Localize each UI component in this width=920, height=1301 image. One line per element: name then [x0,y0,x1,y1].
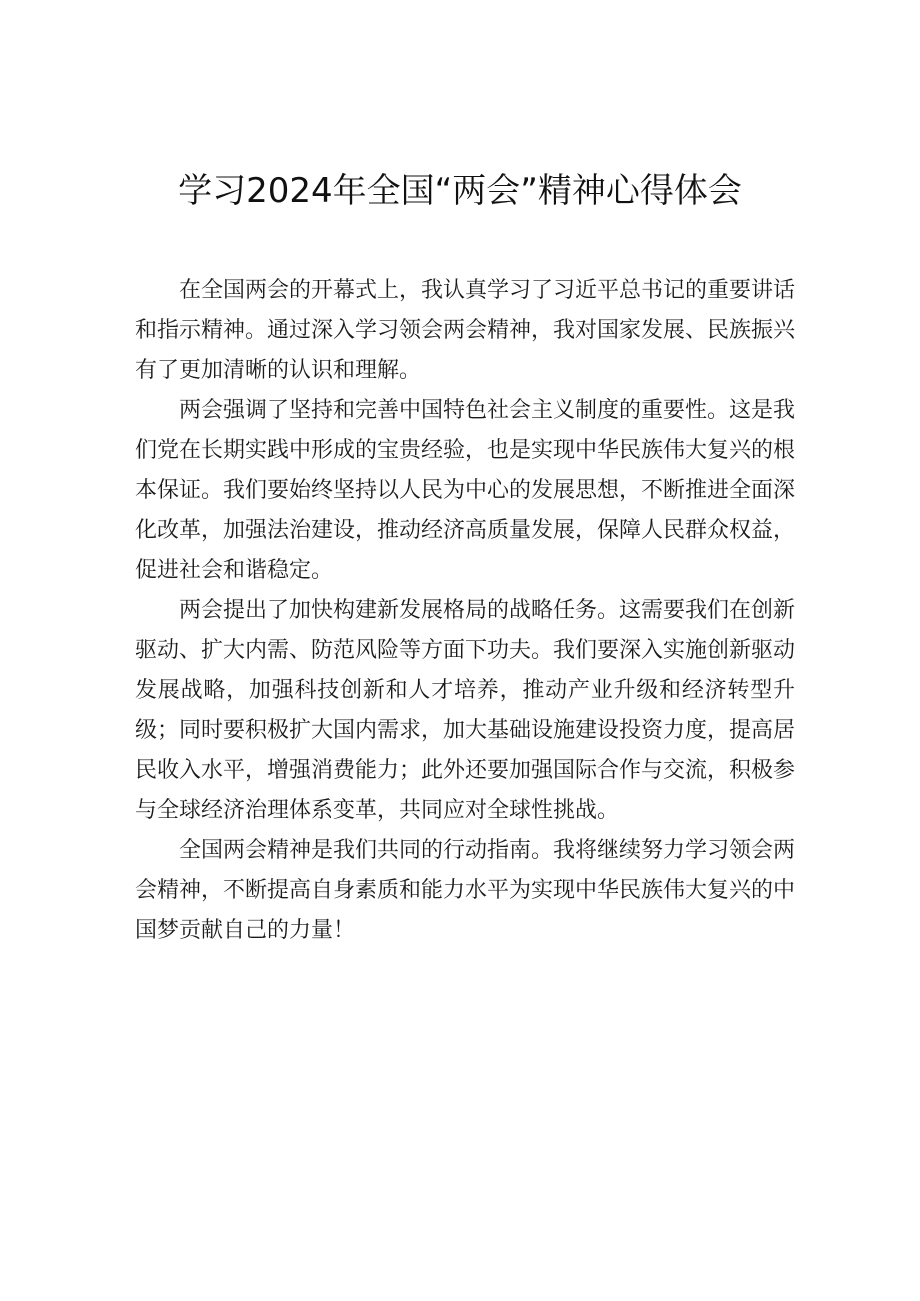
paragraph-2: 两会强调了坚持和完善中国特色社会主义制度的重要性。这是我们党在长期实践中形成的宝贵经验，也是实现中华民族伟大复兴的根本保证。我们要始终坚持以人民为中心的发展思想，不断推进全面深化改革，加强法治建设，推动经济高质量发展，保障人民群众权益，促进社会和谐稳定。 [135,398,796,583]
paragraph-4: 全国两会精神是我们共同的行动指南。我将继续努力学习领会两会精神，不断提高自身素质和能力水平为实现中华民族伟大复兴的中国梦贡献自己的力量！ [135,838,796,943]
document-body [135,271,795,951]
paragraph-3: 两会提出了加快构建新发展格局的战略任务。这需要我们在创新驱动、扩大内需、防范风险等方面下功夫。我们要深入实施创新驱动发展战略，加强科技创新和人才培养，推动产业升级和经济转型升级；同时要积极扩大国内需求，加大基础设施建设投资力度，提高居民收入水平，增强消费能力；此外还要加强国际合作与交流，积极参与全球经济治理体系变革，共同应对全球性挑战。 [135,598,796,823]
paragraph-1: 在全国两会的开幕式上，我认真学习了习近平总书记的重要讲话和指示精神。通过深入学习领会两会精神，我对国家发展、民族振兴有了更加清晰的认识和理解。 [135,278,796,383]
document-title: 学习2024年全国“两会”精神心得体会 [178,171,742,211]
